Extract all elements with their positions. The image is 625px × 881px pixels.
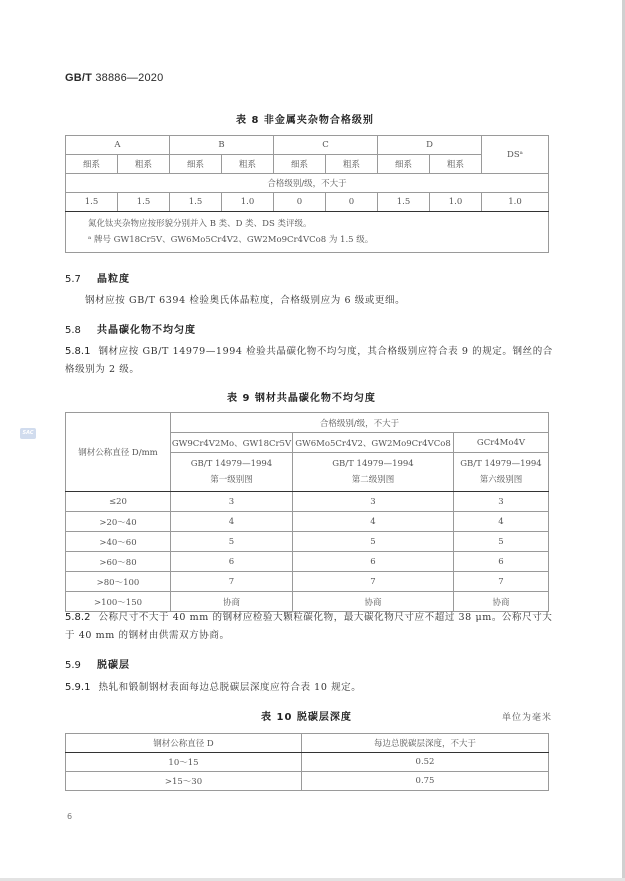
grade-column-header: GCr4Mo4V: [454, 433, 549, 453]
grade-value: 1.5: [66, 193, 118, 212]
value-cell: 0.52: [302, 753, 549, 772]
group-header-d: D: [378, 136, 482, 155]
table-row: [66, 492, 549, 512]
value-cell: 协商: [454, 592, 549, 612]
diameter-cell: >40～60: [66, 532, 171, 552]
value-cell: 6: [293, 552, 454, 572]
section-heading-5-9: 5.9 脱碳层: [65, 660, 130, 671]
section-text-5-9-1: 5.9.1 热轧和锻制钢材表面每边总脱碳层深度应符合表 10 规定。: [65, 682, 362, 693]
table9-carbide-nonuniformity: [65, 412, 549, 612]
standard-year: 38886—2020: [95, 72, 164, 84]
diameter-cell: >15～30: [66, 772, 302, 791]
sub-header: 细系: [66, 155, 118, 174]
diameter-cell: 10～15: [66, 753, 302, 772]
value-cell: 0.75: [302, 772, 549, 791]
grade-value: 1.5: [118, 193, 170, 212]
grade-value: 1.5: [170, 193, 222, 212]
diameter-cell: >60～80: [66, 552, 171, 572]
value-cell: 协商: [293, 592, 454, 612]
table-note: 氮化钛夹杂物应按形貌分别并入 B 类、D 类、DS 类评级。: [88, 219, 312, 229]
column-header: 钢材公称直径 D: [66, 734, 302, 753]
value-cell: 5: [454, 532, 549, 552]
value-cell: 协商: [171, 592, 293, 612]
table-row: [66, 552, 549, 572]
table8-caption: 表 8 非金属夹杂物合格级别: [236, 115, 374, 126]
sub-header: 粗系: [222, 155, 274, 174]
table-row: [66, 532, 549, 552]
grade-value: 1.0: [430, 193, 482, 212]
table9-caption: 表 9 钢材共晶碳化物不均匀度: [227, 393, 376, 404]
reference-chart: GB/T 14979—1994 第二级别图: [293, 453, 454, 492]
section-text-5-7: 钢材应按 GB/T 6394 检验奥氏体晶粒度，合格级别应为 6 级或更细。: [85, 295, 406, 306]
section-heading-5-8: 5.8 共晶碳化物不均匀度: [65, 325, 196, 336]
grade-label: 合格级别/级，不大于: [171, 413, 549, 433]
reference-chart: GB/T 14979—1994 第六级别图: [454, 453, 549, 492]
table-footnote: ᵃ 牌号 GW18Cr5V、GW6Mo5Cr4V2、GW2Mo9Cr4VCo8 为 1.5 级。: [88, 235, 374, 245]
grade-value: 1.0: [222, 193, 274, 212]
sub-header: 细系: [274, 155, 326, 174]
diameter-cell: ≤20: [66, 492, 171, 512]
sac-watermark-icon: SAC: [20, 428, 36, 439]
table-row: [66, 753, 549, 772]
reference-chart: GB/T 14979—1994 第一级别图: [171, 453, 293, 492]
sub-header: 细系: [170, 155, 222, 174]
group-header-b: B: [170, 136, 274, 155]
value-cell: 7: [171, 572, 293, 592]
grade-value: 0: [274, 193, 326, 212]
unit-note: 单位为毫米: [502, 713, 553, 723]
value-cell: 7: [293, 572, 454, 592]
value-cell: 4: [171, 512, 293, 532]
sub-header: 细系: [378, 155, 430, 174]
table8-nonmetallic-inclusions: [65, 135, 549, 253]
value-cell: 3: [293, 492, 454, 512]
diameter-cell: >100～150: [66, 592, 171, 612]
table10-decarburization-depth: [65, 733, 549, 791]
standard-code: GB/T: [65, 72, 93, 84]
value-cell: 6: [171, 552, 293, 572]
value-cell: 3: [171, 492, 293, 512]
value-cell: 6: [454, 552, 549, 572]
grade-value: 1.0: [482, 193, 549, 212]
value-cell: 4: [293, 512, 454, 532]
diameter-cell: >80～100: [66, 572, 171, 592]
grade-column-header: GW6Mo5Cr4V2、GW2Mo9Cr4VCo8: [293, 433, 454, 453]
table10-caption: 表 10 脱碳层深度: [261, 712, 352, 723]
sub-header: 粗系: [326, 155, 378, 174]
group-header-c: C: [274, 136, 378, 155]
table-row: [66, 772, 549, 791]
value-cell: 5: [171, 532, 293, 552]
group-header-a: A: [66, 136, 170, 155]
section-text-5-8-1: 5.8.1 钢材应按 GB/T 14979—1994 检验共晶碳化物不均匀度，其合格级别应符合表 9 的规定。钢丝的合格级别为 2 级。: [65, 346, 553, 375]
standard-number: [65, 72, 163, 84]
diameter-cell: >20～40: [66, 512, 171, 532]
table8-notes: [66, 212, 549, 253]
grade-column-header: GW9Cr4V2Mo、GW18Cr5V: [171, 433, 293, 453]
value-cell: 4: [454, 512, 549, 532]
value-cell: 3: [454, 492, 549, 512]
row-header: 钢材公称直径 D/mm: [66, 413, 171, 492]
table-row: [66, 512, 549, 532]
grade-value: 1.5: [378, 193, 430, 212]
column-header: 每边总脱碳层深度，不大于: [302, 734, 549, 753]
group-header-ds: DSᵃ: [482, 136, 549, 174]
table-row: [66, 572, 549, 592]
grade-label: 合格级别/级，不大于: [66, 174, 549, 193]
value-cell: 5: [293, 532, 454, 552]
grade-value: 0: [326, 193, 378, 212]
section-heading-5-7: 5.7 晶粒度: [65, 274, 130, 285]
sub-header: 粗系: [430, 155, 482, 174]
value-cell: 7: [454, 572, 549, 592]
sub-header: 粗系: [118, 155, 170, 174]
page-number: 6: [67, 812, 73, 821]
section-text-5-8-2: 5.8.2 公称尺寸不大于 40 mm 的钢材应检验大颗粒碳化物，最大碳化物尺寸应不超过 38 μm。公称尺寸大于 40 mm 的钢材由供需双方协商。: [65, 612, 553, 641]
